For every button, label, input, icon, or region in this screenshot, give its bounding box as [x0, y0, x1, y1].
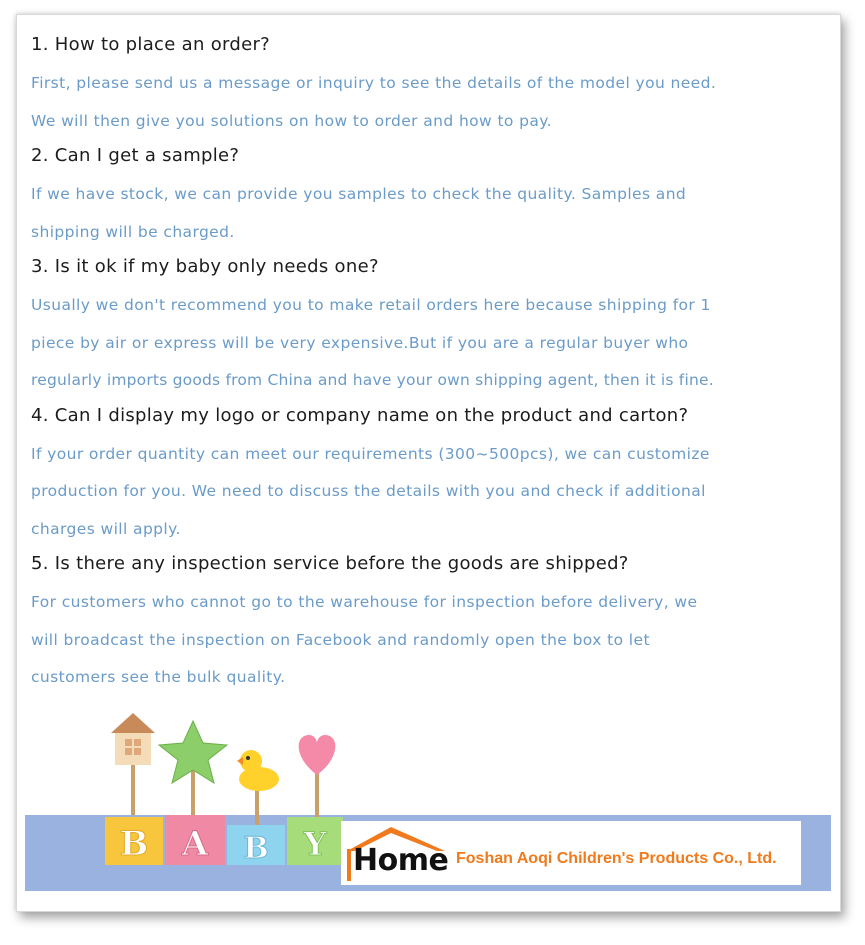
- star-icon: [159, 721, 227, 820]
- faq-answer: [31, 287, 831, 400]
- company-name: Foshan Aoqi Children's Products Co., Ltd.: [456, 850, 777, 867]
- answer-line: We will then give you solutions on how to order and how to pay.: [31, 111, 552, 130]
- answer-line: production for you. We need to discuss the details with you and check if additional: [31, 482, 706, 500]
- letter-block-b: [227, 825, 285, 865]
- faq-question: 3. Is it ok if my baby only needs one?: [31, 256, 379, 277]
- letter-block-b: [105, 817, 163, 865]
- heart-icon: [299, 735, 336, 821]
- faq-item-4: [31, 404, 831, 549]
- faq-list: [31, 33, 831, 701]
- faq-item-5: [31, 552, 831, 697]
- faq-card: [16, 14, 841, 912]
- answer-line: If your order quantity can meet our requirements (300~500pcs), we can customize: [31, 444, 710, 463]
- faq-question: 5. Is there any inspection service before the goods are shipped?: [31, 553, 629, 574]
- answer-line: shipping will be charged.: [31, 222, 235, 241]
- answer-line: First, please send us a message or inquiry to see the details of the model you need.: [31, 74, 717, 92]
- duck-icon: [237, 750, 279, 825]
- home-label: Home: [353, 843, 449, 878]
- faq-answer: [31, 65, 831, 140]
- baby-blocks-illustration: [73, 705, 353, 865]
- faq-item-3: [31, 255, 831, 400]
- faq-question: 1. How to place an order?: [31, 34, 271, 55]
- faq-answer: [31, 176, 831, 251]
- letter-block-y: [287, 817, 343, 865]
- answer-line: regularly imports goods from China and have your own shipping agent, then it is fine.: [31, 371, 714, 389]
- faq-answer: [31, 436, 831, 549]
- answer-line: customers see the bulk quality.: [31, 668, 286, 686]
- faq-question: 4. Can I display my logo or company name on the product and carton?: [31, 404, 689, 426]
- faq-question: 2. Can I get a sample?: [31, 145, 240, 166]
- letter-block-a: [165, 815, 225, 865]
- faq-item-2: [31, 144, 831, 251]
- answer-line: will broadcast the inspection on Facebook and randomly open the box to let: [31, 630, 650, 649]
- house-icon: [111, 713, 155, 815]
- svg-text:A: A: [181, 824, 209, 864]
- company-banner: [341, 821, 801, 885]
- svg-text:Y: Y: [303, 825, 327, 863]
- answer-line: Usually we don't recommend you to make retail orders here because shipping for 1: [31, 296, 711, 314]
- faq-item-1: [31, 33, 831, 140]
- answer-line: piece by air or express will be very expensive.But if you are a regular buyer who: [31, 333, 689, 352]
- answer-line: For customers who cannot go to the warehouse for inspection before delivery, we: [31, 593, 698, 611]
- answer-line: If we have stock, we can provide you samples to check the quality. Samples and: [31, 185, 687, 203]
- faq-answer: [31, 584, 831, 697]
- answer-line: charges will apply.: [31, 519, 181, 538]
- svg-text:B: B: [243, 831, 269, 865]
- svg-text:B: B: [119, 824, 149, 864]
